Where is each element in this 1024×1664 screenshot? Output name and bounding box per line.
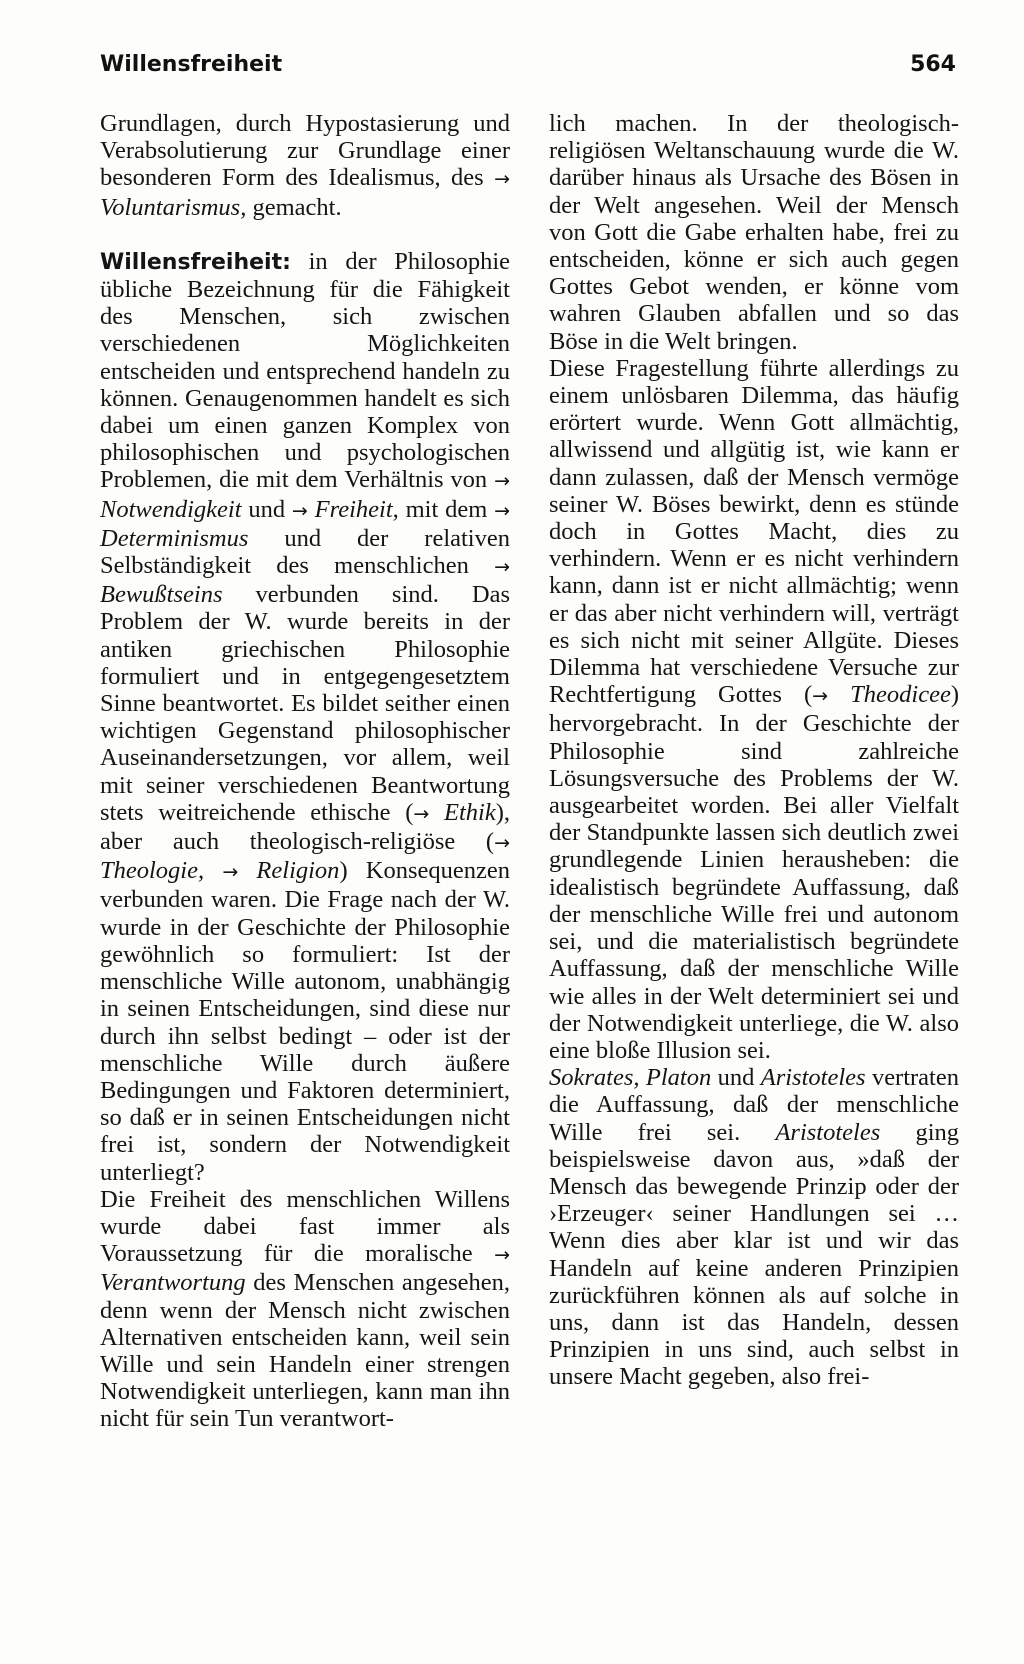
person-name: Aristoteles — [775, 1118, 881, 1146]
person-name: Sokrates, Platon — [549, 1064, 712, 1092]
arrow-icon: → — [812, 685, 829, 708]
page-number: 564 — [910, 52, 956, 77]
cross-reference: Bewußtseins — [100, 581, 223, 609]
cross-reference: Notwendigkeit — [100, 495, 242, 523]
cross-reference: Verantwortung — [100, 1269, 246, 1297]
body-paragraph: Die Freiheit des menschlichen Willens wurde dabei fast immer als Voraussetzung für die moralische → Verantwortung des Menschen angesehen, denn wenn der Mensch nicht zwischen Alternativen entscheiden kann, weil sein Wille und sein Handeln einer strengen Notwendigkeit unterliegen, kann man ihn nicht für sein Tun verantwort- — [100, 1185, 511, 1433]
cross-reference: Voluntarismus, — [100, 193, 247, 221]
arrow-icon: → — [494, 168, 511, 191]
body-paragraph: Sokrates, Platon und Aristoteles vertraten die Auffassung, daß der menschliche Wille frei sei. Aristoteles ging beispielsweise davon aus, »daß der Mensch das bewegende Prinzip oder der ›Erzeuger‹ seiner Handlungen sei … Wenn dies aber klar ist und wir das Handeln auf keine anderen Prinzipien zurückführen können als auf solche in uns, dann ist das Handeln, dessen Prinzipien in uns sind, auch selbst in unsere Macht gegeben, also frei- — [549, 1064, 960, 1391]
body-paragraph: lich machen. In der theologisch-religiösen Weltanschauung wurde die W. darüber hinaus als Ursache des Bösen in der Welt angesehen. Weil der Mensch von Gott die Gabe erhalten habe, frei zu entscheiden, könne er sich auch gegen Gottes Gebot wenden, er könne vom wahren Glauben abfallen und so das Böse in die Welt bringen. — [549, 110, 959, 355]
arrow-icon: → — [494, 556, 510, 579]
arrow-icon: → — [494, 470, 511, 493]
arrow-icon: → — [291, 499, 308, 522]
running-head-title: Willensfreiheit — [100, 52, 283, 77]
arrow-icon: → — [413, 802, 430, 825]
person-name: Aristoteles — [760, 1064, 866, 1092]
entry-lemma: Willensfreiheit: — [100, 249, 291, 275]
body-paragraph: Diese Fragestellung führte allerdings zu einem unlösbaren Dilemma, das häufig erörtert wurde. Wenn Gott allmächtig, allwissend und allgütig ist, wie kann er dann zulassen, daß der Mensch vermöge seiner W. Böses bewirkt, denn es stünde doch in Gottes Macht, dies zu verhindern. Wenn er es nicht verhindern kann, dann ist er nicht allmächtig; wenn er das aber nicht verhindern will, verträgt es sich nicht mit seiner Allgüte. Dieses Dilemma hat verschiedene Versuche zur Rechtfertigung Gottes (→ Theodicee) hervorgebracht. In der Geschichte der Philosophie sind zahlreiche Lösungsversuche des Problems der W. ausgearbeitet worden. Bei aller Vielfalt der Standpunkte lassen sich deutlich zwei grundlegende Linien herausheben: die idealistisch begründete Auffassung, daß der menschliche Wille frei und autonom sei, und die materialistisch begründete Auffassung, daß der menschliche Wille wie alles in der Welt determiniert sei und der Notwendigkeit unterliege, die W. also eine bloße Illusion sei. — [549, 354, 959, 1064]
cross-reference: Determinismus — [100, 524, 249, 552]
running-head — [100, 52, 956, 92]
right-column — [549, 110, 959, 1391]
cross-reference: Freiheit, — [314, 495, 399, 523]
cross-reference: Theodicee — [850, 681, 951, 709]
continued-paragraph: Grundlagen, durch Hypostasierung und Verabsolutierung zur Grundlage einer besonderen Form des Idealismus, des → Voluntarismus, gemacht. — [100, 110, 511, 221]
arrow-icon: → — [494, 1244, 511, 1267]
arrow-icon: → — [222, 861, 239, 884]
cross-reference: Theologie, — [100, 857, 205, 885]
arrow-icon: → — [494, 499, 511, 522]
dictionary-entry: Willensfreiheit: in der Philosophie übliche Bezeichnung für die Fähigkeit des Menschen, sich zwischen verschiedenen Möglichkeiten entscheiden und entsprechend handeln zu können. Genaugenommen handelt es sich dabei um einen ganzen Komplex von philosophischen und psychologischen Problemen, die mit dem Verhältnis von → Notwendigkeit und → Freiheit, mit dem → Determinismus und der relativen Selbständigkeit des menschlichen → Bewußtseins verbunden sind. Das Problem der W. wurde bereits in der antiken griechischen Philosophie formuliert und in entgegengesetztem Sinne beantwortet. Es bildet seither einen wichtigen Gegenstand philosophischer Auseinandersetzungen, vor allem, weil mit seiner verschiedenen Beantwortung stets weitreichende ethische (→ Ethik), aber auch theologisch-religiöse (→ Theologie, → Religion) Konsequenzen verbunden waren. Die Frage nach der W. wurde in der Geschichte der Philosophie gewöhnlich so formuliert: Ist der menschliche Wille autonom, unabhängig in seinen Entscheidungen, sind diese nur durch ihn selbst bedingt – oder ist der menschliche Wille durch äußere Bedingungen und Faktoren determiniert, so daß er in seinen Entscheidungen nicht frei ist, sondern der Notwendigkeit unterliegt? — [100, 247, 511, 1186]
cross-reference: Ethik — [443, 798, 496, 826]
arrow-icon: → — [494, 832, 510, 855]
left-column — [100, 110, 510, 1433]
cross-reference: Religion — [256, 857, 340, 885]
